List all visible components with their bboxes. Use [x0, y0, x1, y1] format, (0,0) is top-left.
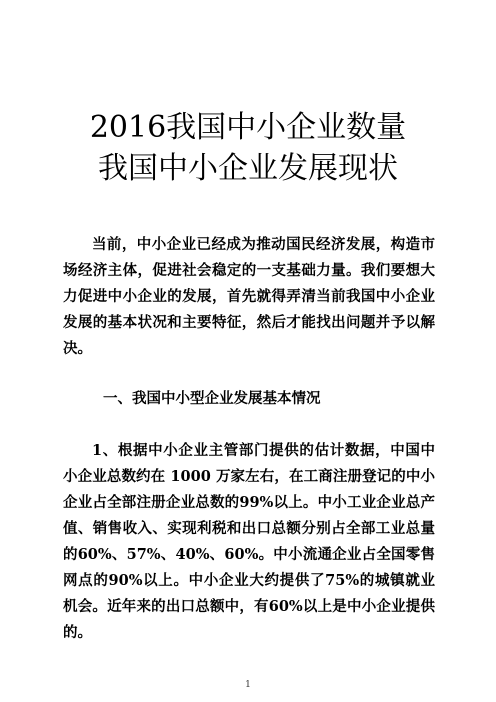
page-number: 1	[245, 680, 251, 690]
document-title-line-2: 我国中小企业发展现状	[98, 151, 398, 187]
body-paragraph: 1、根据中小企业主管部门提供的估计数据，中国中小企业总数约在 1000 万家左右，在工商注册登记的中小企业占全部注册企业总数的99%以上。中小工业企业总产值、销售收入、实现利税和出口总额分别占全部工业总量的60%、57%、40%、60%。中小流通企业占全国零售网点的90%以上。中小企业大约提供了75%的城镇就业机会。近年来的出口总额中，有60%以上是中小企业提供的。	[63, 442, 435, 641]
intro-paragraph: 当前，中小企业已经成为推动国民经济发展，构造市场经济主体，促进社会稳定的一支基础力量。我们要想大力促进中小企业的发展，首先就得弄清当前我国中小企业发展的基本状况和主要特征，然后才能找出问题并予以解决。	[63, 236, 435, 357]
document-title-line-1: 2016我国中小企业数量	[89, 110, 407, 146]
section-heading: 一、我国中小型企业发展基本情况	[103, 390, 321, 407]
